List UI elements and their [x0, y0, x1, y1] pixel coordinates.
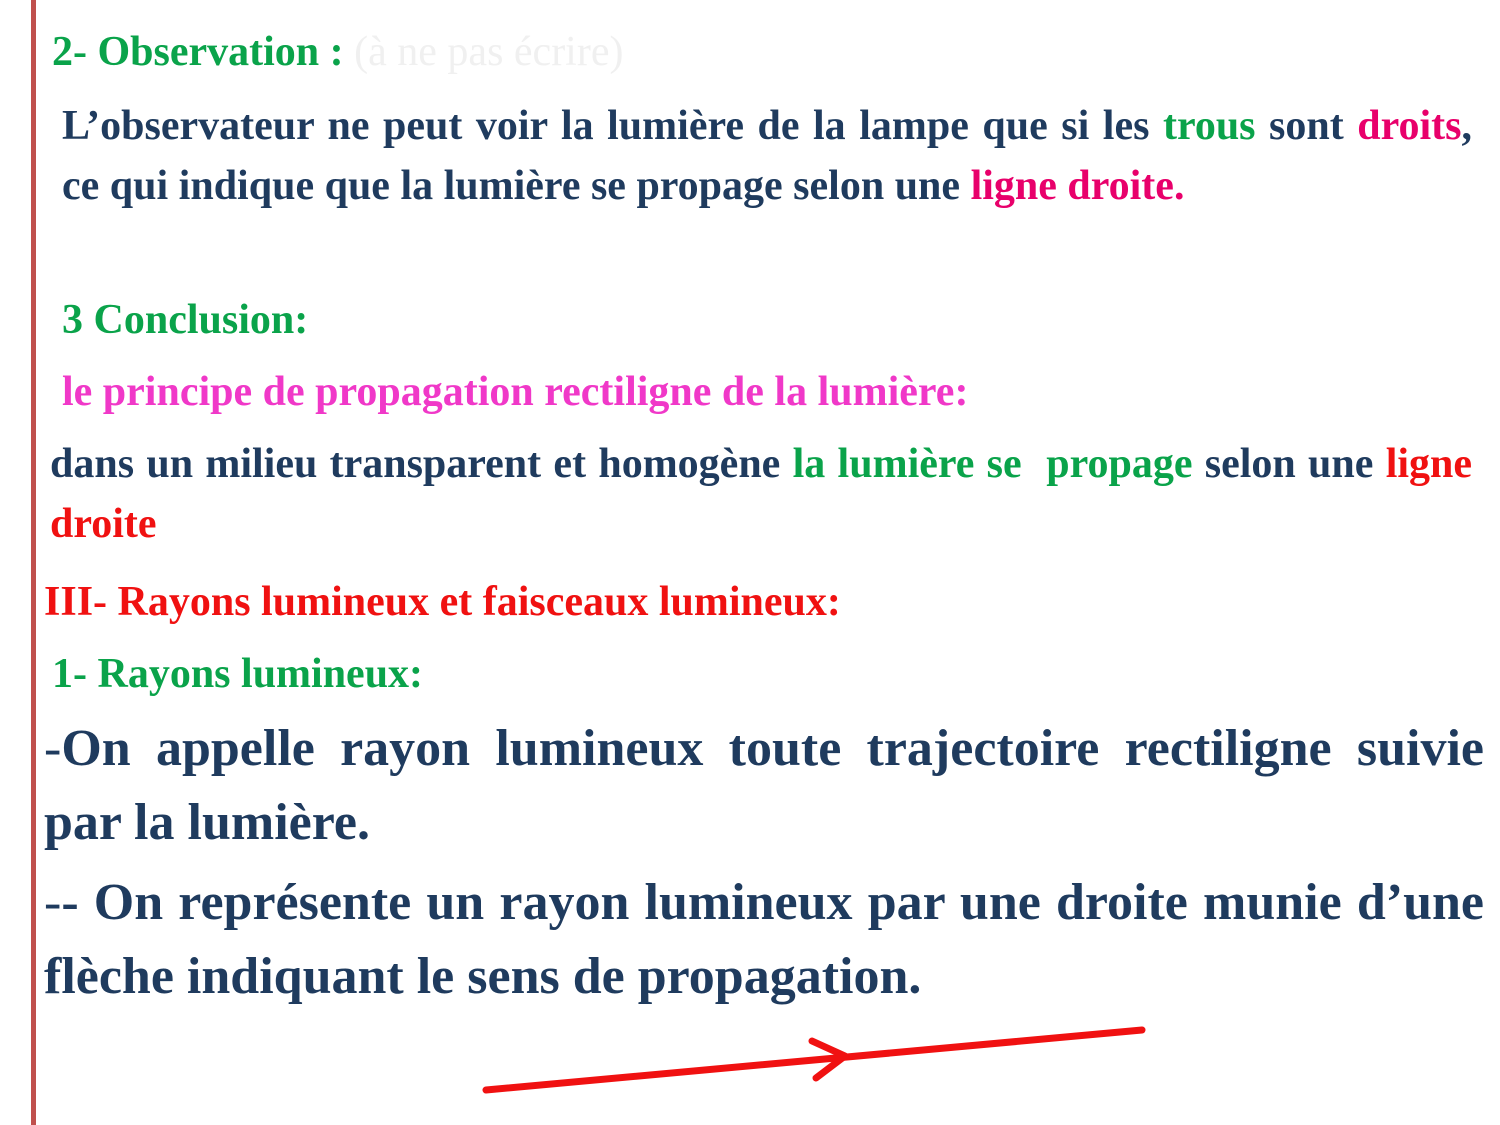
principle-text-2: selon une [1204, 441, 1374, 487]
observation-title: 2- Observation : [52, 29, 344, 75]
red-arrow-icon [470, 1010, 1160, 1110]
principle-title: le principe de propagation rectiligne de la lumière: [62, 369, 969, 415]
principle-text-1: dans un milieu transparent et homogène [50, 441, 781, 487]
observation-paragraph [62, 96, 1472, 216]
observation-word-ligne: ligne droite. [970, 163, 1185, 209]
observation-note: (à ne pas écrire) [354, 29, 624, 75]
principle-paragraph [50, 434, 1472, 554]
observation-word-trous: trous [1162, 103, 1256, 149]
ray-representation-text: - On représente un rayon lumineux par une droite munie d’une flèche indiquant le sens de propagation. [44, 874, 1484, 1005]
ray-definition-text: On appelle rayon lumineux toute trajectoire rectiligne suivie par la lumière. [44, 720, 1484, 851]
ray-definition-dash: - [44, 720, 62, 777]
ray-representation-dash: - [44, 874, 62, 931]
margin-line [31, 0, 36, 1125]
observation-text-2: sont [1269, 103, 1344, 149]
principle-word-ligne: ligne droite [50, 441, 1473, 547]
ray-representation [44, 866, 1484, 1014]
observation-heading [52, 24, 623, 80]
observation-text-1: L’observateur ne peut voir la lumière de la lampe que si les [62, 103, 1150, 149]
observation-word-droits: droits [1357, 103, 1462, 149]
conclusion-title: 3 Conclusion: [62, 297, 309, 343]
principle-word-propage: la lumière se propage [792, 441, 1193, 487]
rays-title: 1- Rayons lumineux: [52, 651, 424, 697]
observation-text-3: , ce qui indique que la lumière se propage selon une [62, 103, 1473, 209]
section3-title: III- Rayons lumineux et faisceaux lumineux: [44, 579, 841, 625]
ray-definition [44, 712, 1484, 860]
